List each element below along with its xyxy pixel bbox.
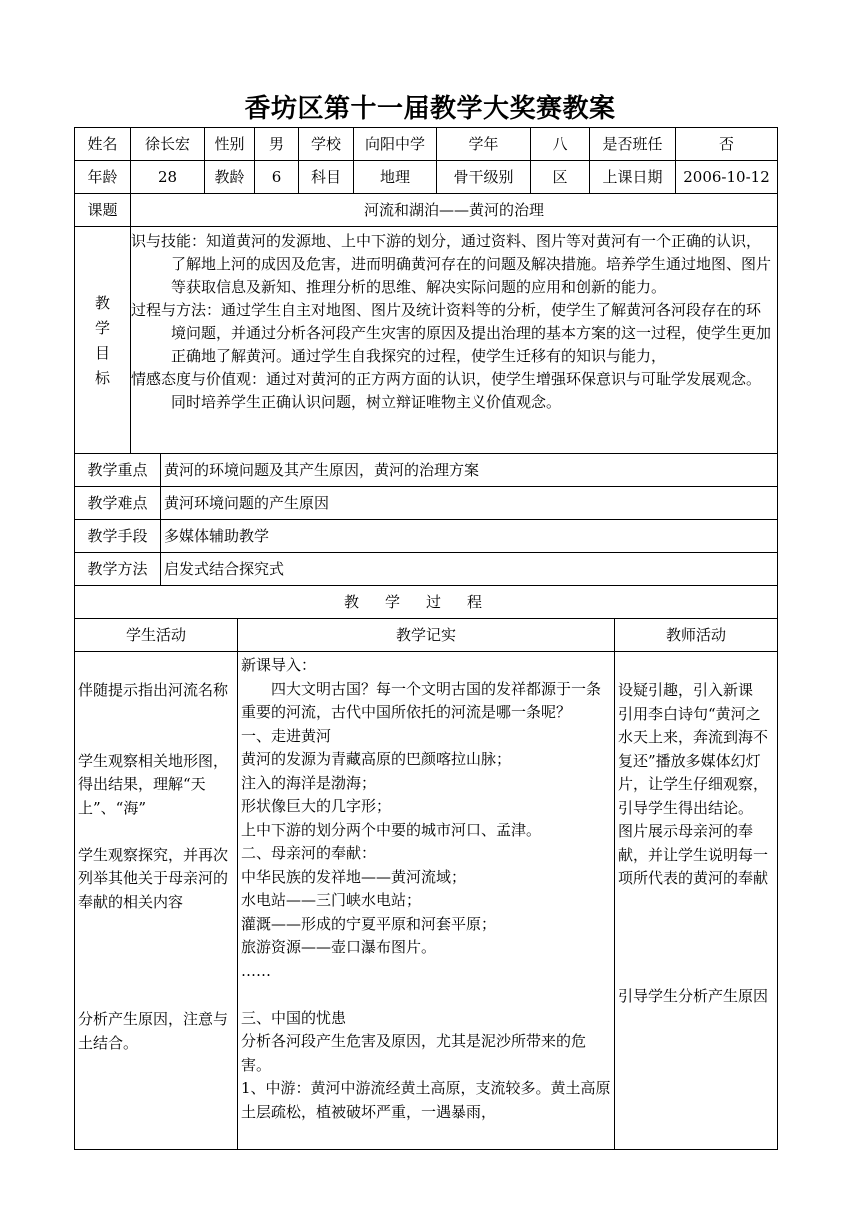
school-label: 学校 [299, 128, 354, 161]
topic-value: 河流和湖泊——黄河的治理 [131, 194, 778, 227]
school-value: 向阳中学 [354, 128, 437, 161]
teacher-activity-1: 设疑引趣，引入新课 [618, 681, 754, 699]
difficulties-label: 教学难点 [75, 487, 161, 520]
objectives-label-char: 目 [94, 343, 110, 362]
method-label: 教学方法 [75, 553, 161, 586]
student-activity-3: 学生观察探究，并再次列举其他关于母亲河的奉献的相关内容 [78, 845, 229, 911]
record-line: 四大文明古国？每一个文明古国的发祥都源于一条重要的河流，古代中国所依托的河流是哪一条呢？ [241, 679, 602, 721]
grade-label: 学年 [437, 128, 531, 161]
record-line: 水电站——三门峡水电站； [241, 891, 422, 909]
record-line: 形状像巨大的几字形； [241, 797, 392, 815]
topic-label: 课题 [75, 194, 131, 227]
objective-attitude: 情感态度与价值观：通过对黄河的正方两方面的认识，使学生增强环保意识与可耻学发展观念。同时培养学生正确认识问题，树立辩证唯物主义价值观念。 [131, 370, 762, 411]
teacher-activity-4: 引导学生分析产生原因 [618, 986, 769, 1005]
level-label: 骨干级别 [437, 161, 531, 194]
age-label: 年龄 [75, 161, 131, 194]
objective-knowledge: 识与技能：知道黄河的发源地、上中下游的划分，通过资料、图片等对黄河有一个正确的认识，了解地上河的成因及危害，进而明确黄河存在的问题及解决措施。培养学生通过地图、图片等获取信息及新知、推理分析的思维、解决实际问题的应用和创新的能力。 [131, 232, 772, 296]
gender-value: 男 [255, 128, 299, 161]
record-line: 一、走进黄河 [241, 726, 332, 745]
record-line: 黄河的发源为青藏高原的巴颜喀拉山脉； [241, 750, 512, 768]
teacher-activity-2: 引用李白诗句“黄河之水天上来，奔流到海不复还”播放多媒体幻灯片，让学生仔细观察，引导学生得出结论。 [618, 704, 769, 817]
subject-label: 科目 [299, 161, 354, 194]
teaching-years-label: 教龄 [205, 161, 255, 194]
col-teacher-activity: 教师活动 [615, 619, 778, 652]
record-line: 中华民族的发祥地——黄河流域； [241, 867, 467, 886]
student-activity-4: 分析产生原因，注意与土结合。 [78, 1010, 229, 1052]
teacher-activity-cell [615, 652, 778, 1150]
objectives-content [131, 227, 778, 454]
record-line: …… [241, 961, 271, 980]
age-value: 28 [131, 161, 205, 194]
objectives-label-char: 学 [94, 318, 110, 337]
means-value: 多媒体辅助教学 [161, 520, 778, 553]
level-value: 区 [531, 161, 590, 194]
teaching-record-cell [238, 652, 615, 1150]
record-line: 上中下游的划分两个中要的城市河口、孟津。 [241, 820, 542, 839]
process-title: 教学过程 [75, 586, 778, 619]
teacher-activity-3: 图片展示母亲河的奉献，并让学生说明每一项所代表的黄河的奉献 [618, 822, 769, 887]
record-line: 旅游资源——壶口瀑布图片。 [241, 938, 437, 956]
student-activity-2: 学生观察相关地形图，得出结果，理解“天上”、“海” [78, 751, 229, 817]
name-value: 徐长宏 [131, 128, 205, 161]
grade-value: 八 [531, 128, 590, 161]
record-line: 分析各河段产生危害及原因，尤其是泥沙所带来的危害。 [241, 1032, 587, 1074]
lesson-plan-table [74, 127, 777, 1150]
method-value: 启发式结合探究式 [161, 553, 778, 586]
head-teacher-label: 是否班任 [590, 128, 676, 161]
means-label: 教学手段 [75, 520, 161, 553]
info-table [74, 127, 778, 454]
subject-value: 地理 [354, 161, 437, 194]
student-activity-cell [75, 652, 238, 1150]
head-teacher-value: 否 [676, 128, 778, 161]
name-label: 姓名 [75, 128, 131, 161]
key-points-label: 教学重点 [75, 454, 161, 487]
record-line: 新课导入： [241, 656, 317, 674]
teaching-years-value: 6 [255, 161, 299, 194]
difficulties-value: 黄河环境问题的产生原因 [161, 487, 778, 520]
date-value: 2006-10-12 [676, 161, 778, 194]
col-student-activity: 学生活动 [75, 619, 238, 652]
record-line: 注入的海洋是渤海； [241, 773, 377, 792]
record-line: 三、中国的忧患 [241, 1008, 347, 1027]
summary-table [74, 453, 778, 586]
objectives-label-char: 标 [94, 368, 110, 387]
record-line: 1、中游：黄河中游流经黄土高原，支流较多。黄土高原土层疏松，植被破坏严重，一遇暴雨， [241, 1079, 611, 1121]
objectives-label [75, 227, 131, 454]
gender-label: 性别 [205, 128, 255, 161]
key-points-value: 黄河的环境问题及其产生原因，黄河的治理方案 [161, 454, 778, 487]
date-label: 上课日期 [590, 161, 676, 194]
process-table [74, 585, 778, 1150]
objective-process: 过程与方法：通过学生自主对地图、图片及统计资料等的分析，使学生了解黄河各河段存在的环境问题，并通过分析各河段产生灾害的原因及提出治理的基本方案的这一过程，使学生更加正确地了解黄河。通过学生自我探究的过程，使学生迁移有的知识与能力， [131, 301, 772, 365]
record-line: 灌溉——形成的宁夏平原和河套平原； [241, 914, 497, 933]
col-teaching-record: 教学记实 [238, 619, 615, 652]
objectives-label-char: 教 [94, 293, 110, 312]
record-line: 二、母亲河的奉献： [241, 844, 377, 862]
page-title: 香坊区第十一届教学大奖赛教案 [244, 94, 616, 124]
student-activity-1: 伴随提示指出河流名称 [78, 681, 229, 699]
